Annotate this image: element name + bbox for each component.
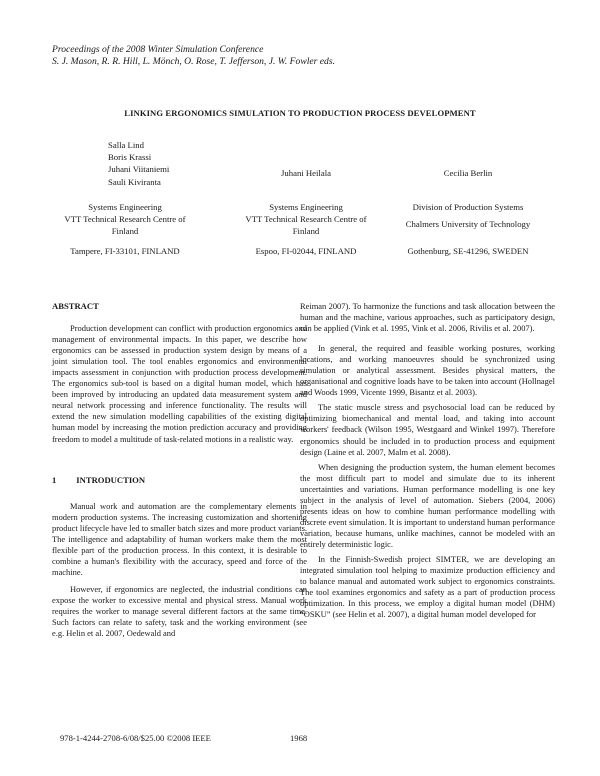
body-paragraph: The static muscle stress and psychosocial load can be reduced by optimizing biomechanical and mental load, and taking into account workers' feedback (Wilson 1995, Westgaard and Winkel 1997). Therefore ergonomics should be included in to production process and equipment design (Laine et al. 2007, Malm et al. 2008). xyxy=(300,402,555,457)
page-number: 1968 xyxy=(290,733,308,743)
body-paragraph: In general, the required and feasible working postures, working locations, and working manoeuvres should be synchronized using simulation or analytical assessment. Besides physical matters, the organisational and cognitive loads have to be taken into account (Hollnagel and Woods 1999, Vicente 1999, Bisantz et al. 2003). xyxy=(300,343,555,398)
body-paragraph: In the Finnish-Swedish project SIMTER, we are developing an integrated simulation tool helping to maximize production efficiency and to balance manual and automated work subject to ergonomics constraints. The tool examines ergonomics and safety as a part of production process optimization. In this process, we employ a digital human model (DHM) “OSKU” (see Helin et al. 2007), a digital human model developed for xyxy=(300,553,555,620)
proceedings-title: Proceedings of the 2008 Winter Simulation Conference xyxy=(52,44,264,55)
section-heading-introduction xyxy=(52,475,307,486)
intro-paragraph: However, if ergonomics are neglected, the industrial conditions can expose the worker to excessive mental and physical stress. Manual work requires the worker to manage several different factors at the same time. Such factors can relate to safety, task and the working environment (see e.g. Helin et al. 2007, Oedewald and xyxy=(52,583,307,639)
author-block-right xyxy=(384,167,552,179)
address-right: Gothenburg, SE-41296, SWEDEN xyxy=(407,246,529,256)
org-line: Systems Engineering xyxy=(88,202,162,212)
author-name: Juhani Viitaniemi xyxy=(108,164,170,175)
org-line: Chalmers University of Technology xyxy=(405,219,531,230)
author-name: Boris Krassi xyxy=(108,152,152,163)
left-column xyxy=(52,301,307,639)
right-column xyxy=(300,301,555,620)
author-block-left xyxy=(50,139,200,188)
abstract-heading: ABSTRACT xyxy=(52,301,99,311)
address-middle: Espoo, FI-02044, FINLAND xyxy=(255,246,357,256)
affiliation-middle xyxy=(225,201,387,238)
author-name: Cecilia Berlin xyxy=(443,168,493,178)
editors-line: S. J. Mason, R. R. Hill, L. Mönch, O. Rose, T. Jefferson, J. W. Fowler eds. xyxy=(52,56,335,67)
affiliation-left xyxy=(44,201,206,238)
author-name: Sauli Kiviranta xyxy=(108,176,161,187)
isbn-copyright: 978-1-4244-2708-6/08/$25.00 ©2008 IEEE xyxy=(60,733,211,743)
org-line: VTT Technical Research Centre of xyxy=(64,214,186,225)
section-number: 1 xyxy=(52,474,57,485)
org-line: VTT Technical Research Centre of xyxy=(245,214,367,225)
author-block-middle xyxy=(225,167,387,179)
intro-paragraph: Manual work and automation are the complementary elements in modern production systems. The increasing customization and shortening product lifecycle have led to smaller batch sizes and more product variants. The intelligence and adaptability of human workers make them the most flexible part of the production process. In this context, it is desirable to combine a human's flexibility with the accuracy, speed and force of the machine. xyxy=(52,500,307,577)
affiliation-right xyxy=(384,201,552,230)
section-title: INTRODUCTION xyxy=(76,474,146,485)
body-paragraph: Reiman 2007). To harmonize the functions and task allocation between the human and the machine, various approaches, such as participatory design, can be applied (Vink et al. 1995, Vink et al. 2006, Rivilis et al. 2007). xyxy=(300,301,555,334)
org-line: Finland xyxy=(292,226,320,237)
paper-title: LINKING ERGONOMICS SIMULATION TO PRODUCTION PROCESS DEVELOPMENT xyxy=(124,108,476,118)
author-name: Salla Lind xyxy=(108,140,144,150)
org-line: Finland xyxy=(111,226,139,237)
org-line: Systems Engineering xyxy=(269,202,343,212)
author-name: Juhani Heilala xyxy=(281,168,331,178)
address-left: Tampere, FI-33101, FINLAND xyxy=(70,246,180,256)
body-paragraph: When designing the production system, the human element becomes the most difficult part to model and simulate due to its inherent uncertainties and variations. Human performance modelling is one key subject in the analysis of level of automation. Siebers (2004, 2006) presents ideas on how to combine human performance modelling with discrete event simulation. It is important to understand human performance variation, because humans, unlike machines, cannot be modeled with an entirely deterministic logic. xyxy=(300,461,555,549)
org-line: Division of Production Systems xyxy=(412,202,524,212)
abstract-paragraph: Production development can conflict with production ergonomics and management of environmental impacts. In this paper, we describe how ergonomics can be assessed in production system design by means of a joint simulation tool. The tool enables ergonomics and environmental impacts assessment in conjunction with production process development. The ergonomics sub-tool is based on a digital human model, which has been improved by introducing an updated data measurement system and neural network processing and inference functionality. The results will extend the new simulation modelling capabilities of the existing digital human model by increasing the motion prediction accuracy and providing freedom to model a multitude of task-related motions in a realistic way. xyxy=(52,323,307,444)
